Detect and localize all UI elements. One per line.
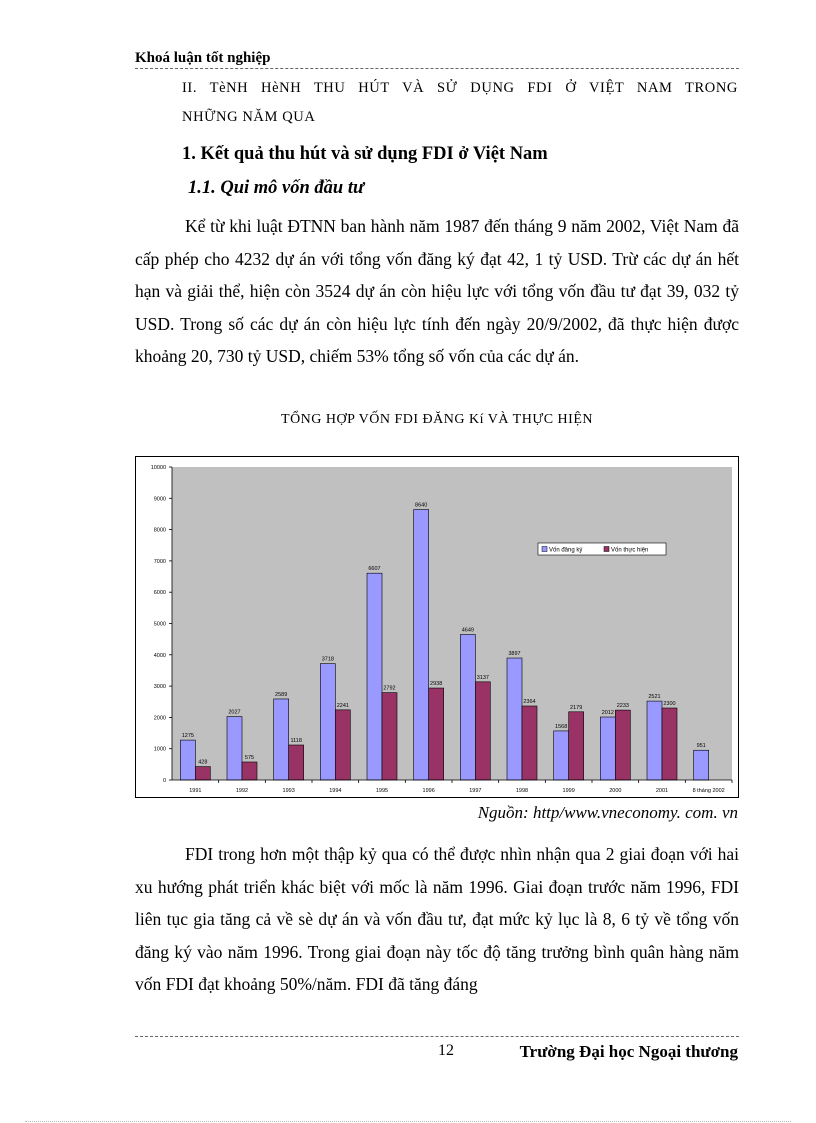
paragraph-fdi-trends: FDI trong hơn một thập kỷ qua có thể được nhìn nhận qua 2 giai đoạn với hai xu hướng phát triển khác biệt với mốc là năm 1996. Giai đoạn trước năm 1996, FDI liên tục gia tăng cả về sè dự án và vốn đầu tư, đạt mức kỷ lục là 8, 6 tỷ về tổng vốn đăng ký vào năm 1996. Trong giai đoạn này tốc độ tăng trưởng bình quân hàng năm vốn FDI đạt khoảng 50%/năm. FDI đã tăng đáng (135, 844, 739, 994)
y-tick-label: 5000 (153, 621, 166, 628)
data-label: 8640 (415, 502, 428, 509)
data-label: 3718 (321, 656, 334, 663)
legend-label: Vốn thực hiện (611, 547, 649, 554)
data-label: 2938 (430, 681, 443, 688)
source-citation: Nguồn: http/www.vneconomy. com. vn (477, 803, 738, 822)
x-tick-label: 2001 (655, 788, 669, 794)
legend-label: Vốn đăng ký (549, 547, 583, 554)
data-label: 2027 (228, 709, 241, 716)
document-header-title: Khoá luận tốt nghiệp (135, 50, 271, 66)
y-tick-label: 6000 (153, 590, 166, 597)
data-label: 575 (244, 755, 255, 762)
x-tick-label: 1994 (329, 788, 342, 794)
header-divider (135, 68, 739, 69)
bar-implemented (382, 693, 397, 780)
y-tick-label: 9000 (153, 496, 166, 503)
y-tick-label: 1000 (153, 746, 166, 753)
bar-implemented (615, 710, 630, 780)
bar-implemented (429, 688, 444, 780)
data-label: 4649 (461, 627, 474, 634)
data-label: 951 (696, 743, 706, 750)
x-tick-label: 1996 (422, 788, 435, 794)
bar-implemented (475, 682, 490, 780)
bar-registered (180, 740, 195, 780)
y-tick-label: 7000 (153, 558, 166, 565)
bar-registered (414, 510, 429, 780)
data-label: 2233 (616, 703, 629, 710)
bar-registered (460, 634, 475, 780)
legend-swatch (542, 547, 547, 552)
bar-implemented (242, 762, 257, 780)
data-label: 2241 (336, 702, 349, 709)
bar-implemented (195, 767, 210, 780)
x-tick-label: 1998 (515, 788, 529, 794)
section-heading-continued: NHỮNG NĂM QUA (182, 109, 316, 125)
bar-registered (227, 717, 242, 780)
bar-registered (367, 573, 382, 780)
footer-divider (135, 1036, 739, 1037)
data-label: 2012 (601, 710, 614, 717)
data-label: 3897 (508, 651, 521, 658)
data-label: 2521 (648, 694, 661, 701)
bar-registered (274, 699, 289, 780)
y-tick-label: 8000 (153, 527, 166, 534)
x-tick-label: 8 tháng 2002 (692, 788, 725, 794)
data-label: 428 (198, 759, 208, 766)
x-tick-label: 2000 (609, 788, 622, 794)
x-tick-label: 1991 (189, 788, 202, 794)
bar-implemented (522, 706, 537, 780)
fdi-chart (135, 456, 739, 798)
bar-registered (647, 701, 662, 780)
y-tick-label: 4000 (153, 652, 166, 659)
subsection-heading: 1. Kết quả thu hút và sử dụng FDI ở Việt Nam (182, 144, 548, 164)
footer-school-name: Trường Đại học Ngoại thương (519, 1042, 738, 1061)
page-number: 12 (438, 1042, 454, 1059)
chart-title: TỔNG HỢP VỐN FDI ĐĂNG Kí VÀ THỰC HIỆN (281, 412, 593, 427)
fdi-chart-svg (135, 456, 739, 798)
bar-registered (320, 664, 335, 780)
bar-registered (694, 750, 709, 780)
y-tick-label: 0 (162, 778, 166, 784)
x-tick-label: 1999 (562, 788, 575, 794)
bar-registered (554, 731, 569, 780)
legend-swatch (604, 547, 609, 552)
data-label: 1275 (181, 733, 194, 740)
data-label: 2792 (383, 685, 396, 692)
x-tick-label: 1995 (375, 788, 389, 794)
chart-legend (538, 543, 666, 555)
bar-registered (507, 658, 522, 780)
data-label: 2179 (570, 704, 583, 711)
y-tick-label: 10000 (150, 465, 166, 471)
y-tick-label: 3000 (153, 684, 166, 691)
bar-implemented (569, 712, 584, 780)
x-tick-label: 1993 (282, 788, 295, 794)
section-heading: II. TèNH HèNH THU HÚT VÀ SỬ DỤNG FDI Ở VIỆT NAM TRONG (182, 80, 738, 96)
bar-implemented (335, 710, 350, 780)
data-label: 1118 (290, 738, 302, 745)
y-tick-label: 2000 (153, 715, 166, 722)
data-label: 2589 (275, 691, 288, 698)
page-edge-dots (25, 1121, 791, 1122)
data-label: 2300 (663, 701, 676, 708)
data-label: 3137 (476, 674, 489, 681)
bar-implemented (289, 745, 304, 780)
subsubsection-heading: 1.1. Qui mô vốn đầu tư (188, 178, 365, 198)
data-label: 2364 (523, 699, 536, 706)
bar-registered (600, 717, 615, 780)
paragraph-capital-overview: Kể từ khi luật ĐTNN ban hành năm 1987 đến tháng 9 năm 2002, Việt Nam đã cấp phép cho 4232 dự án với tổng vốn đăng ký đạt 42, 1 tỷ USD. Trừ các dự án hết hạn và giải thể, hiện còn 3524 dự án còn hiệu lực với tổng vốn đầu tư đạt 39, 032 tỷ USD. Trong số các dự án còn hiệu lực tính đến ngày 20/9/2002, đã thực hiện được khoảng 20, 730 tỷ USD, chiếm 53% tổng số vốn của các dự án. (135, 216, 739, 366)
x-tick-label: 1997 (469, 788, 482, 794)
data-label: 1568 (555, 723, 568, 730)
data-label: 6607 (368, 566, 381, 573)
x-tick-label: 1992 (235, 788, 249, 794)
bar-implemented (662, 708, 677, 780)
